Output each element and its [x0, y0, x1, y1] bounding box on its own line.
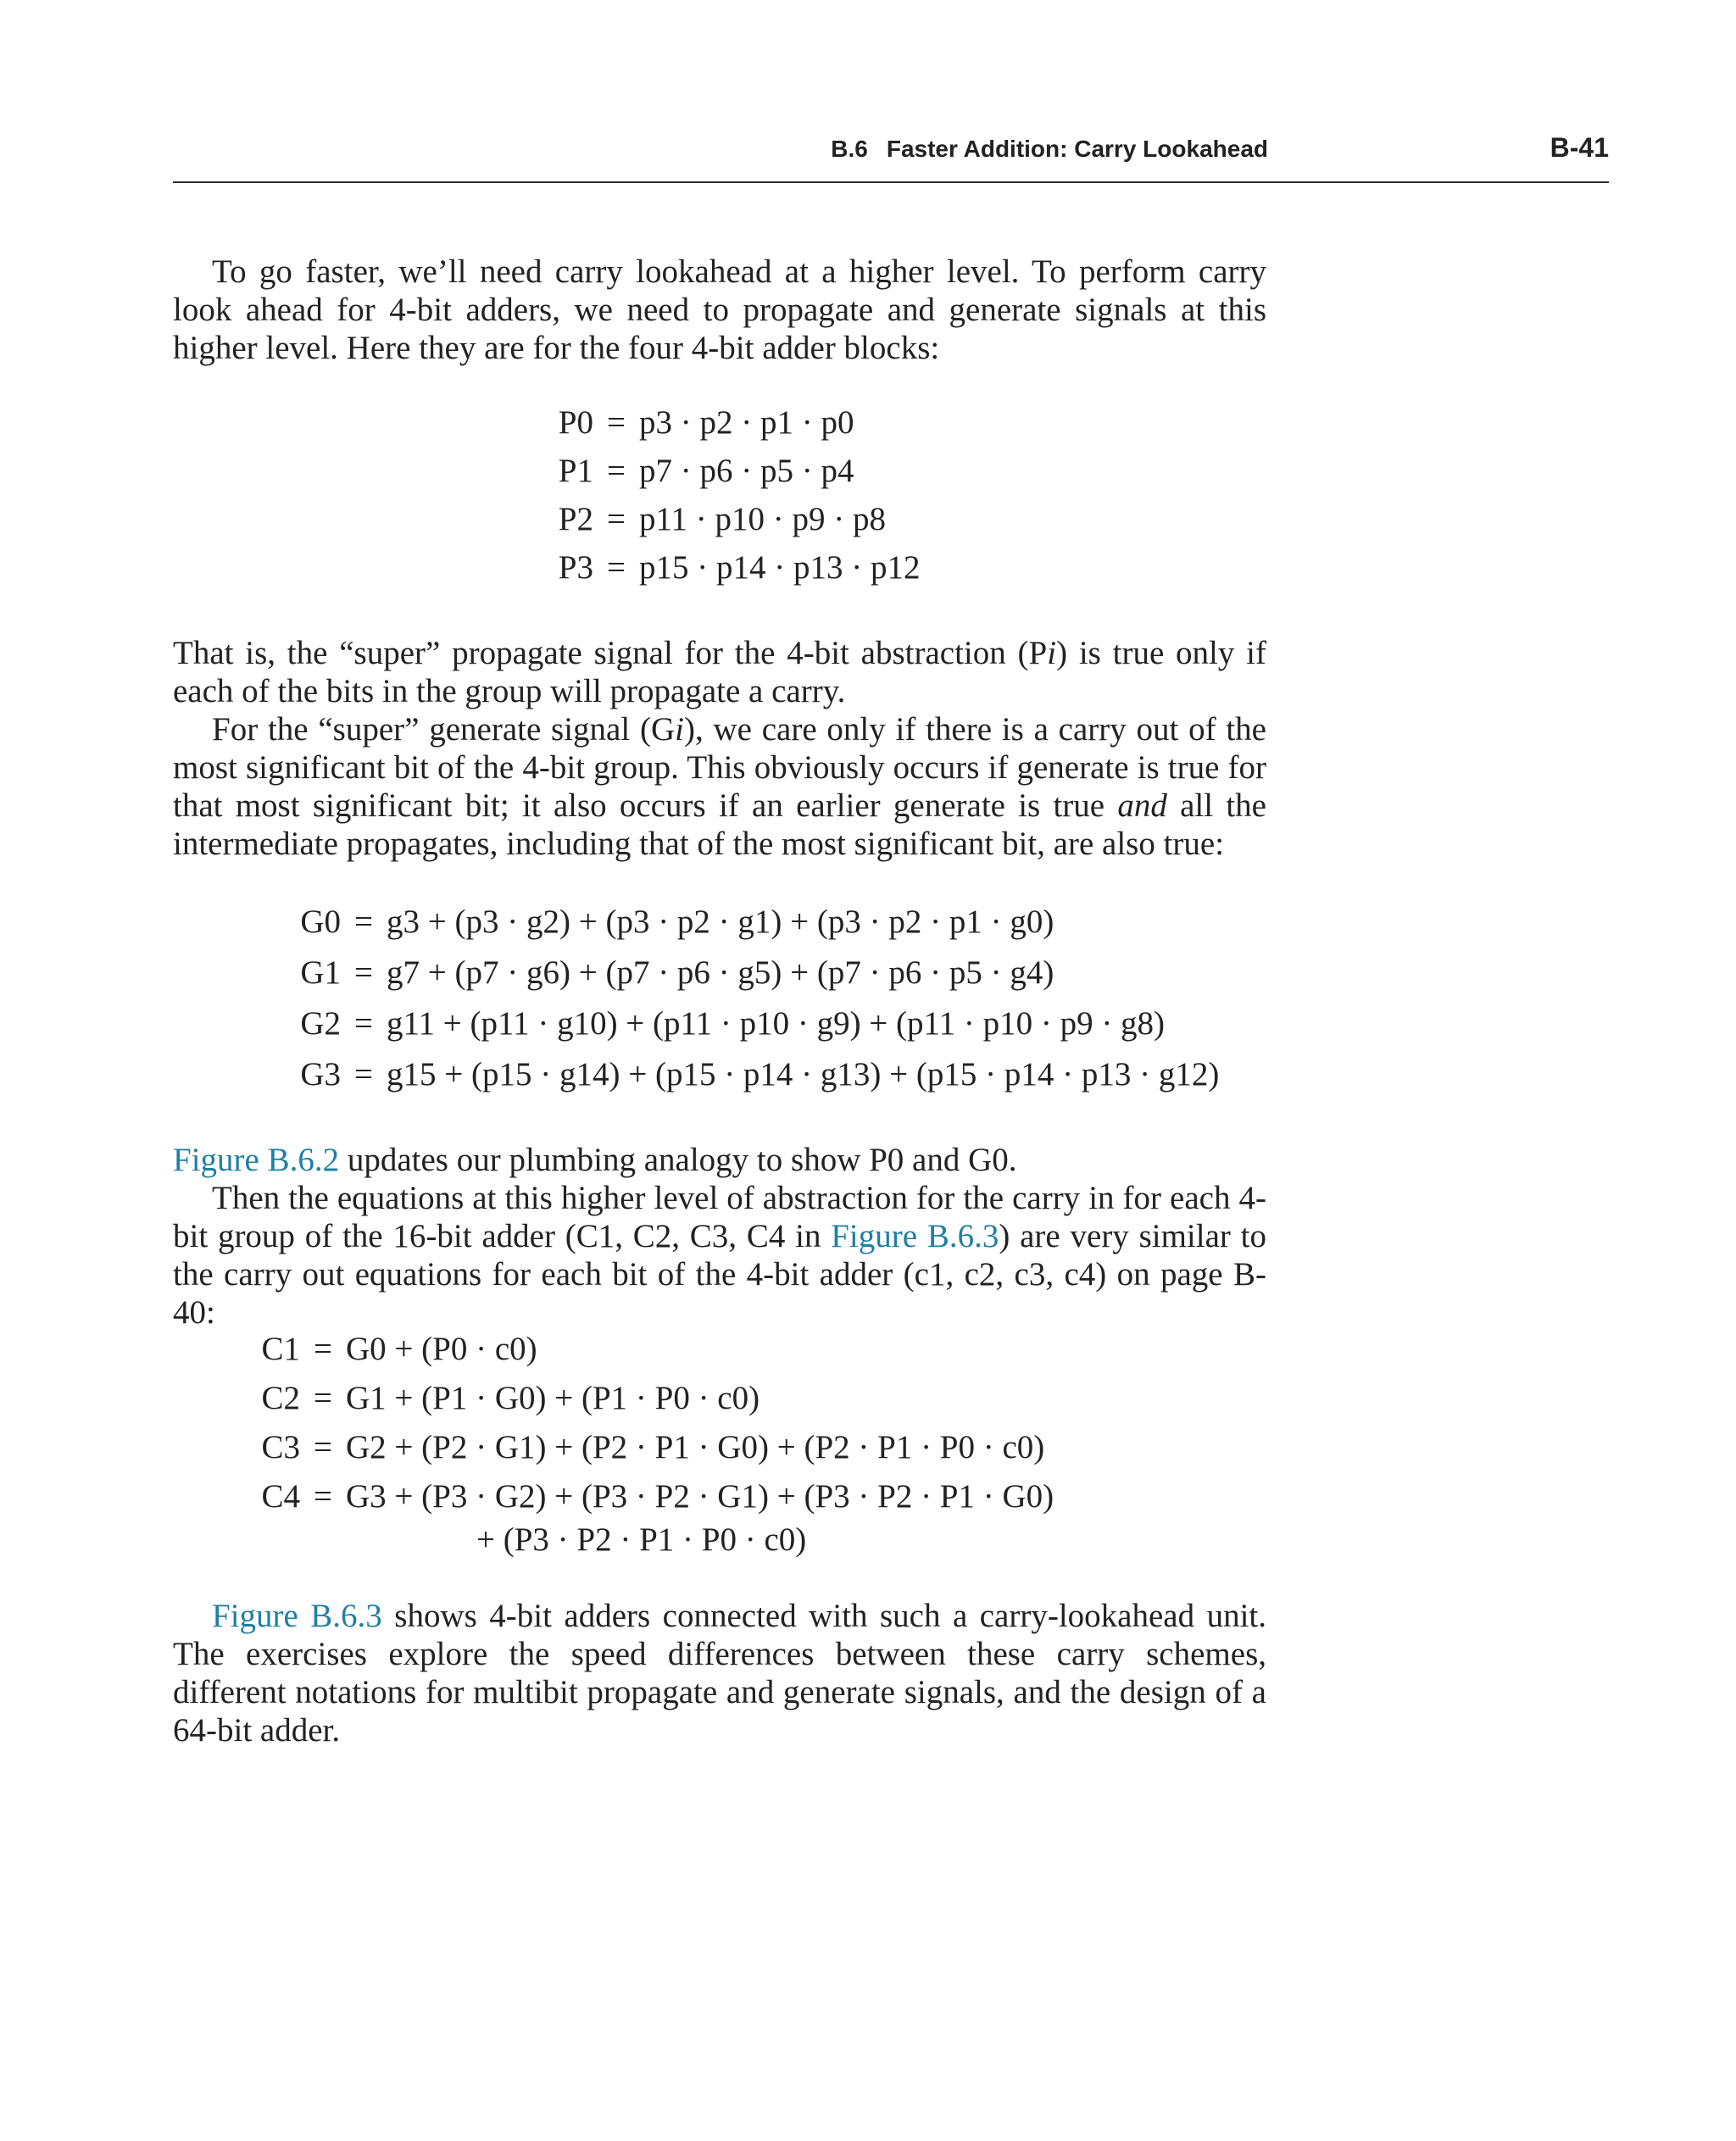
equation-rhs: p7 · p6 · p5 · p4	[639, 453, 854, 489]
paragraph-super-propagate	[173, 634, 1266, 710]
figure-link-b-6-2[interactable]: Figure B.6.2	[173, 1142, 340, 1178]
text-italic: i	[675, 711, 684, 748]
figure-link-b-6-3[interactable]: Figure B.6.3	[831, 1218, 999, 1254]
carry-equations	[246, 1325, 1054, 1559]
equation-rhs: G3 + (P3 · G2) + (P3 · P2 · G1) + (P3 · P2 · P1 · G0)	[346, 1478, 1054, 1515]
equation-g3	[288, 1049, 1219, 1100]
equation-lhs: P1	[558, 453, 593, 489]
page-number: B-41	[1550, 132, 1609, 163]
equation-lhs: G3	[300, 1056, 341, 1093]
equals-sign: =	[354, 954, 373, 991]
header-section	[831, 136, 1268, 163]
equals-sign: =	[607, 404, 626, 441]
equation-lhs: P2	[558, 501, 593, 537]
equation-p0	[542, 398, 920, 447]
equals-sign: =	[607, 453, 626, 489]
text-run: shows 4-bit adders connected with such a carry-lookahead unit. The exercises explore the speed differences between these carry schemes, different notations for multibit propagate and generate signals, and the design of a 64-bit adder.	[173, 1598, 1266, 1749]
equation-lhs: G0	[300, 904, 341, 940]
paragraph-intro: To go faster, we’ll need carry lookahead at a higher level. To perform carry look ahead for 4-bit adders, we need to propagate and generate signals at this higher level. Here they are for the four 4-bit adder blocks:	[173, 253, 1266, 366]
section-title: Faster Addition: Carry Lookahead	[886, 136, 1268, 162]
equation-lhs: P3	[558, 549, 593, 586]
text-run: That is, the “super” propagate signal for the 4-bit abstraction (P	[173, 635, 1048, 671]
equation-p1	[542, 447, 920, 495]
equals-sign: =	[354, 1056, 373, 1093]
paragraph-closing	[173, 1597, 1266, 1749]
equation-c4	[246, 1472, 1054, 1521]
section-number: B.6	[831, 136, 868, 162]
equation-rhs: G2 + (P2 · G1) + (P2 · P1 · G0) + (P2 · P1 · P0 · c0)	[346, 1429, 1045, 1465]
text-italic: i	[1047, 635, 1057, 671]
equation-rhs: p3 · p2 · p1 · p0	[639, 404, 854, 441]
equation-rhs: p15 · p14 · p13 · p12	[639, 549, 921, 586]
text-italic: and	[1117, 787, 1167, 824]
equation-c3	[246, 1423, 1054, 1472]
text-run: ), we care only if there is a carry out of the most significant bit of the 4-bit group. This obviously occurs if generate is true for that most significant bit; it also occurs if an earlier generate is true	[173, 711, 1266, 824]
equation-p2	[542, 495, 920, 543]
equation-lhs: C2	[261, 1380, 300, 1416]
generate-equations	[288, 897, 1219, 1100]
text-run: ) is true only if each of the bits in the group will propagate a carry.	[173, 635, 1266, 709]
equation-rhs: p11 · p10 · p9 · p8	[639, 501, 887, 537]
paragraph-super-generate	[173, 710, 1266, 863]
equation-lhs: G1	[300, 954, 341, 991]
equals-sign: =	[314, 1429, 332, 1465]
equation-p3	[542, 543, 920, 592]
text-run: Then the equations at this higher level of abstraction for the carry in for each 4-bit group of the 16-bit adder (C1, C2, C3, C4 in	[173, 1180, 1266, 1254]
equation-c2	[246, 1374, 1054, 1423]
equation-rhs: g15 + (p15 · g14) + (p15 · p14 · g13) + (p15 · p14 · p13 · g12)	[387, 1056, 1220, 1093]
equals-sign: =	[314, 1331, 332, 1367]
equation-rhs: g11 + (p11 · g10) + (p11 · p10 · g9) + (p11 · p10 · p9 · g8)	[387, 1005, 1166, 1042]
text-run: updates our plumbing analogy to show P0 and G0.	[339, 1142, 1017, 1178]
equation-c1	[246, 1325, 1054, 1374]
equation-g2	[288, 998, 1219, 1049]
text-run: all the intermediate propagates, including that of the most significant bit, are also true:	[173, 787, 1266, 862]
equation-g0	[288, 897, 1219, 948]
running-header	[173, 127, 1609, 183]
equals-sign: =	[354, 904, 373, 940]
equation-lhs: G2	[300, 1005, 341, 1042]
equation-rhs: G0 + (P0 · c0)	[346, 1331, 537, 1367]
equals-sign: =	[314, 1380, 332, 1416]
figure-link-b-6-3[interactable]: Figure B.6.3	[212, 1598, 382, 1634]
equals-sign: =	[314, 1478, 332, 1515]
equation-rhs: + (P3 · P2 · P1 · P0 · c0)	[476, 1521, 807, 1558]
equation-c4-continuation	[246, 1521, 1054, 1559]
propagate-equations	[542, 398, 920, 592]
equals-sign: =	[607, 501, 626, 537]
equation-lhs: C4	[261, 1478, 300, 1515]
text-run: ) are very similar to the carry out equations for each bit of the 4-bit adder (c1, c2, c3, c4) on page B-40:	[173, 1218, 1267, 1331]
equation-lhs: P0	[558, 404, 593, 441]
paragraph-figure-ref	[173, 1141, 1266, 1179]
equation-lhs: C3	[261, 1429, 300, 1465]
equals-sign: =	[607, 549, 626, 586]
equation-rhs: g3 + (p3 · g2) + (p3 · p2 · g1) + (p3 · p2 · p1 · g0)	[387, 904, 1054, 940]
paragraph-higher-level	[173, 1179, 1266, 1332]
text-run: For the “super” generate signal (G	[212, 711, 676, 748]
equation-rhs: g7 + (p7 · g6) + (p7 · p6 · g5) + (p7 · p6 · p5 · g4)	[387, 954, 1054, 991]
equals-sign: =	[354, 1005, 373, 1042]
equation-lhs: C1	[261, 1331, 300, 1367]
equation-g1	[288, 948, 1219, 998]
equation-rhs: G1 + (P1 · G0) + (P1 · P0 · c0)	[346, 1380, 760, 1416]
